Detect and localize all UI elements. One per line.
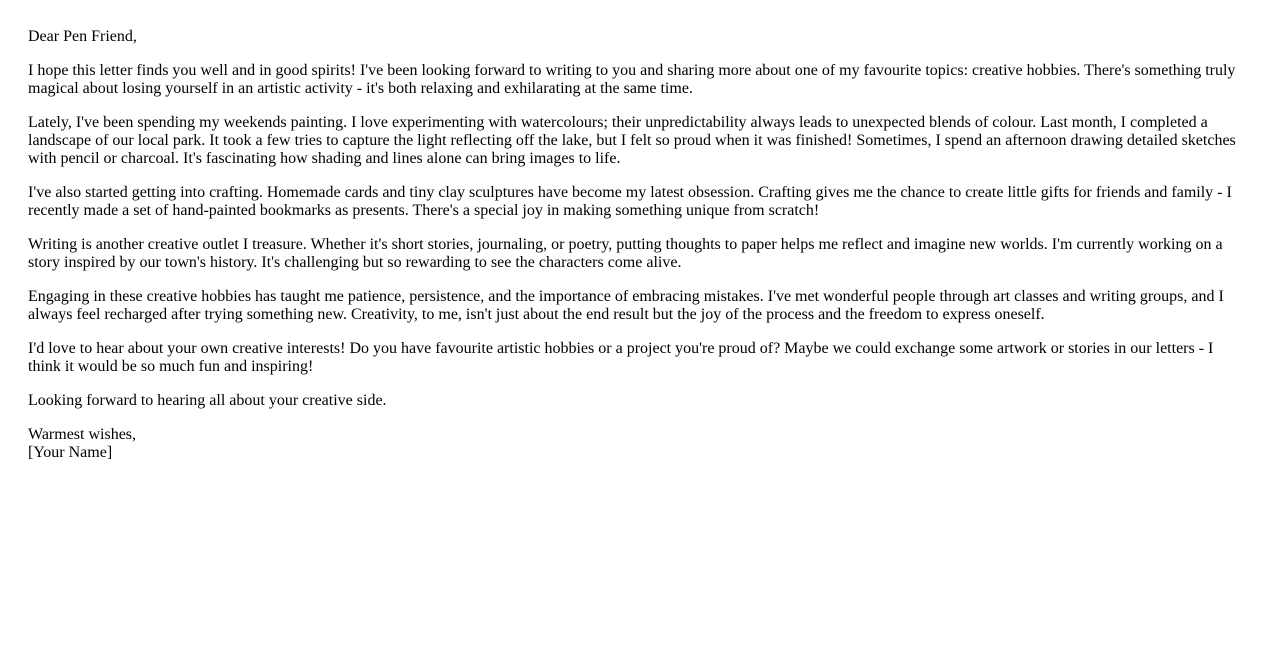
- letter-paragraph: Looking forward to hearing all about your creative side.: [28, 392, 387, 409]
- letter-signoff: [28, 426, 1250, 462]
- letter-signature: [Your Name]: [28, 444, 113, 461]
- letter-closing: Warmest wishes,: [28, 426, 137, 443]
- letter-paragraph: I've also started getting into crafting. Homemade cards and tiny clay sculptures have become my latest obsession. Crafting gives me the chance to create little gifts for friends and family - I recently made a set of hand-painted bookmarks as presents. There's a special joy in making something unique from scratch!: [28, 184, 1232, 219]
- letter-paragraph: Lately, I've been spending my weekends painting. I love experimenting with watercolours; their unpredictability always leads to unexpected blends of colour. Last month, I completed a landscape of our local park. It took a few tries to capture the light reflecting off the lake, but I felt so proud when it was finished! Sometimes, I spend an afternoon drawing detailed sketches with pencil or charcoal. It's fascinating how shading and lines alone can bring images to life.: [28, 114, 1236, 167]
- letter-paragraph: I hope this letter finds you well and in good spirits! I've been looking forward to writing to you and sharing more about one of my favourite topics: creative hobbies. There's something truly magical about losing yourself in an artistic activity - it's both relaxing and exhilarating at the same time.: [28, 62, 1236, 97]
- letter-paragraph: Engaging in these creative hobbies has taught me patience, persistence, and the importance of embracing mistakes. I've met wonderful people through art classes and writing groups, and I always feel recharged after trying something new. Creativity, to me, isn't just about the end result but the joy of the process and the freedom to express oneself.: [28, 288, 1224, 323]
- letter-paragraph: I'd love to hear about your own creative interests! Do you have favourite artistic hobbies or a project you're proud of? Maybe we could exchange some artwork or stories in our letters - I think it would be so much fun and inspiring!: [28, 340, 1214, 375]
- letter-greeting: Dear Pen Friend,: [28, 28, 137, 45]
- letter-paragraph: Writing is another creative outlet I treasure. Whether it's short stories, journaling, or poetry, putting thoughts to paper helps me reflect and imagine new worlds. I'm currently working on a story inspired by our town's history. It's challenging but so rewarding to see the characters come alive.: [28, 236, 1223, 271]
- letter-body: [28, 28, 1250, 478]
